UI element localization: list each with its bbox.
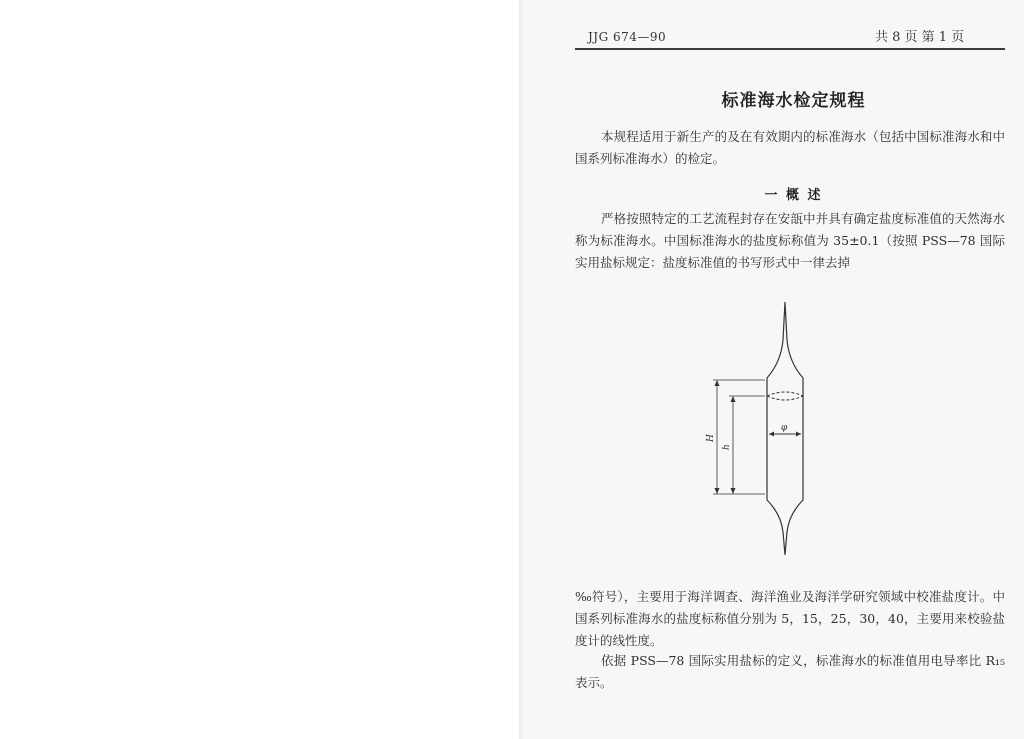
definition-paragraph: 严格按照特定的工艺流程封存在安瓿中并具有确定盐度标准值的天然海水称为标准海水。中国标准海水的盐度标称值为 35±0.1（按照 PSS—78 国际实用盐标规定：盐度标准值的书写形式中一律去掉 <box>575 211 1005 270</box>
h-label: h <box>722 444 732 450</box>
meniscus-line-lower <box>767 396 803 400</box>
intro-paragraph: 本规程适用于新生产的及在有效期内的标准海水（包括中国标准海水和中国系列标准海水）的检定。 <box>575 129 1005 166</box>
document-title: 标准海水检定规程 <box>721 91 866 111</box>
continued-paragraph: ‰符号），主要用于海洋调查、海洋渔业及海洋学研究领域中校准盐度计。中国系列标准海水的盐度标称值分别为 5，15，25，30，40，主要用来校验盐度计的线性度。 <box>575 589 1005 648</box>
meniscus-line <box>767 392 803 396</box>
document-page <box>523 0 1024 739</box>
standard-code: JJG 674—90 <box>588 30 667 44</box>
section-heading: 一 概 述 <box>764 188 823 203</box>
ampoule-figure <box>703 300 813 560</box>
page-count: 共 8 页 第 1 页 <box>875 30 965 45</box>
phi-label: φ <box>781 423 788 433</box>
ampoule-diagram <box>703 300 813 560</box>
header-rule <box>575 48 1005 50</box>
H-label: H <box>706 434 716 442</box>
conductivity-paragraph: 依据 PSS—78 国际实用盐标的定义，标准海水的标准值用电导率比 R₁₅ 表示。 <box>575 653 1005 690</box>
